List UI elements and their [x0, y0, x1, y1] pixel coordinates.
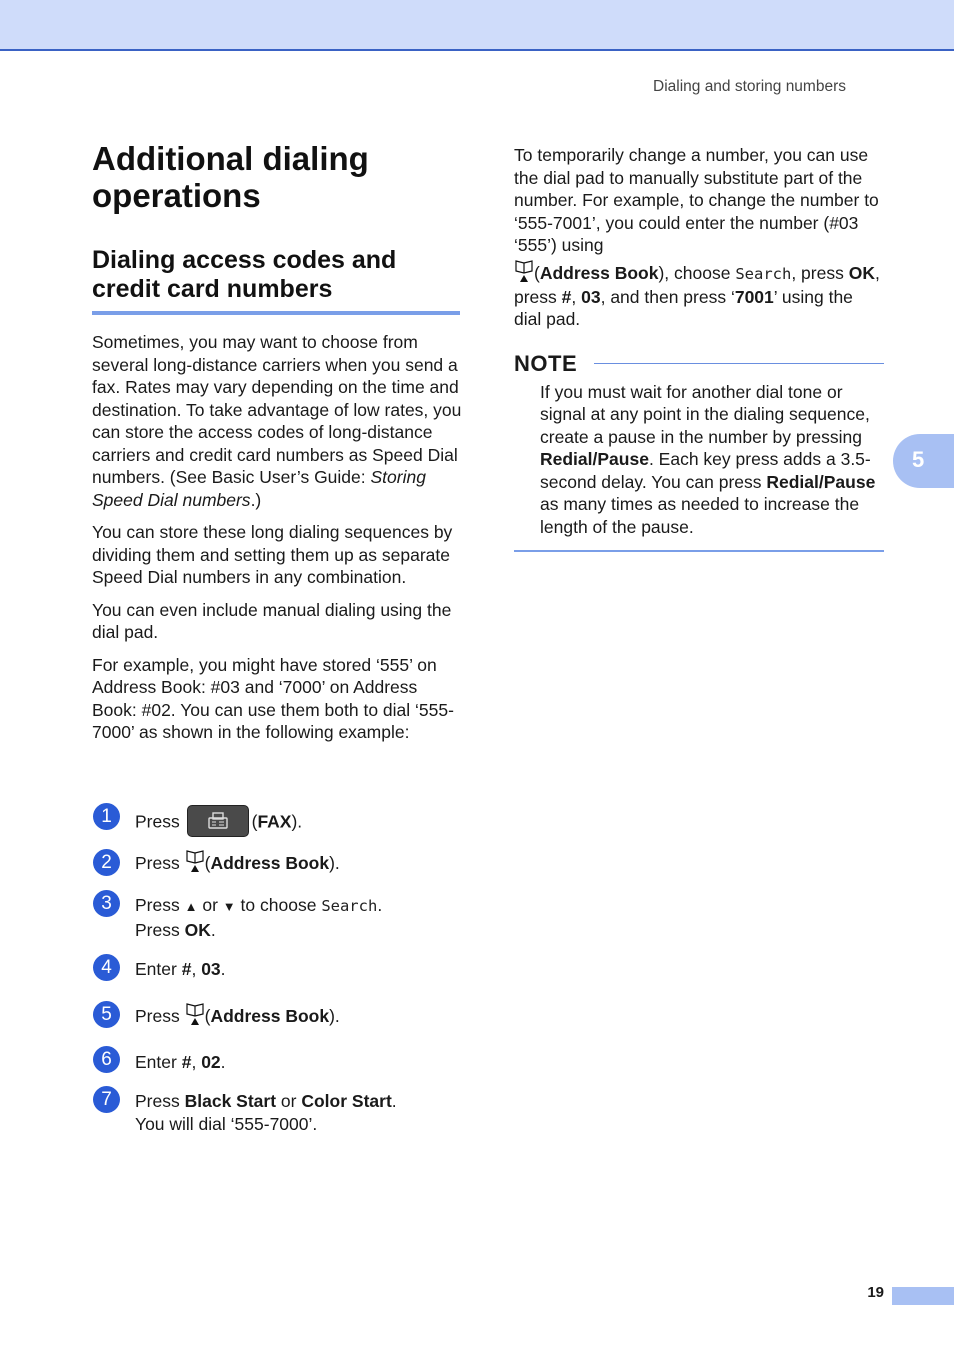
up-arrow-icon: ▲ — [184, 899, 198, 914]
note-header — [514, 351, 884, 377]
page-number: 19 — [867, 1284, 884, 1301]
step-text: Press ▲ or ▼ to choose Search. Press OK. — [135, 895, 383, 940]
note-end-rule — [514, 550, 884, 552]
running-header: Dialing and storing numbers — [653, 78, 846, 95]
step-text: Press Black Start or Color Start. You will dial ‘555-7000’. — [135, 1091, 397, 1134]
dial-result: You will dial ‘555-7000’. — [135, 1113, 318, 1134]
chapter-number: 5 — [912, 447, 925, 472]
redial-pause-key: Redial/Pause — [540, 449, 649, 470]
step-number: 3 — [93, 890, 120, 917]
address-book-icon — [185, 1002, 205, 1026]
ok-key: OK — [184, 919, 211, 940]
hash-key: # — [181, 959, 192, 979]
code-02: 02 — [201, 1052, 221, 1072]
step-text: Press (Address Book). — [135, 852, 340, 876]
address-book-key: Address Book — [210, 853, 330, 873]
address-book-icon — [185, 849, 205, 873]
search-option: Search — [735, 264, 792, 283]
step-number: 6 — [93, 1046, 120, 1073]
ok-key: OK — [848, 262, 875, 283]
search-option: Search — [321, 897, 378, 915]
fax-key: FAX — [257, 811, 292, 832]
step-text: Press (Address Book). — [135, 1005, 340, 1029]
step-text: Enter #, 02. — [135, 1052, 226, 1072]
paragraph-example: For example, you might have stored ‘555’ on Address Book: #03 and ‘7000’ on Address Book: #02. You can use them both to dial ‘555-7000’ as shown in the following example: — [92, 654, 454, 742]
step-number: 7 — [93, 1086, 120, 1113]
step-text: Enter #, 03. — [135, 959, 226, 979]
note-title: NOTE — [514, 350, 578, 376]
right-column — [514, 144, 884, 552]
color-start-key: Color Start — [301, 1091, 392, 1111]
address-book-key: Address Book — [539, 262, 659, 283]
code-03: 03 — [201, 959, 221, 979]
note-rule — [594, 363, 884, 364]
note-body: If you must wait for another dial tone or signal at any point in the dialing sequence, create a pause in the number by pressing Redial/Pause. Each key press adds a 3.5-second delay. You can press Redial/Pause as many times as needed to increase the length of the pause. — [540, 381, 876, 537]
step-number: 1 — [93, 803, 120, 830]
address-book-key: Address Book — [210, 1006, 330, 1026]
page-title: Additional dialing operations — [92, 140, 369, 214]
redial-pause-key: Redial/Pause — [766, 471, 876, 492]
step-text: Press (FAX). — [135, 807, 302, 839]
chapter-tab — [893, 434, 954, 488]
step-number: 5 — [93, 1001, 120, 1028]
press-label: Press — [135, 811, 180, 832]
fax-button — [187, 805, 249, 837]
hash-key: # — [181, 1052, 192, 1072]
steps-list — [93, 0, 493, 1350]
paragraph-carriers-end: .) — [250, 489, 262, 510]
step-number: 2 — [93, 849, 120, 876]
paragraph-manual: You can even include manual dialing using the dial pad. — [92, 599, 452, 642]
guide-reference: Storing Speed Dial numbers — [92, 467, 426, 510]
section-heading: Dialing access codes and credit card numbers — [92, 246, 460, 315]
paragraph-carriers-text: Sometimes, you may want to choose from several long-distance carriers when you send a fax. Rates may vary depending on the time and destination. To take advantage of low rates, you can store the access codes of long-distance carriers and credit card numbers as Speed Dial numbers. (See Basic User’s Guide: — [92, 332, 462, 487]
hash-key: # — [561, 286, 572, 307]
paragraph-temp-change: To temporarily change a number, you can use the dial pad to manually substitute part of the number. For example, to change the number to ‘555-7001’, you could enter the number (#03 ‘555’) using — [514, 145, 879, 255]
step-number: 4 — [93, 954, 120, 981]
down-arrow-icon: ▼ — [222, 899, 236, 914]
page-bar — [892, 1287, 954, 1305]
digits-7001: 7001 — [734, 286, 774, 307]
address-book-icon — [514, 259, 534, 283]
paragraph-sequences: You can store these long dialing sequences by dividing them and setting them up as separate Speed Dial numbers in any combination. — [92, 522, 453, 587]
code-03: 03 — [581, 286, 601, 307]
paragraph-instructions: (Address Book), choose Search, press OK, press #, 03, and then press ‘7001’ using the dial pad. — [514, 262, 884, 331]
fax-icon — [208, 812, 228, 830]
black-start-key: Black Start — [184, 1091, 277, 1111]
